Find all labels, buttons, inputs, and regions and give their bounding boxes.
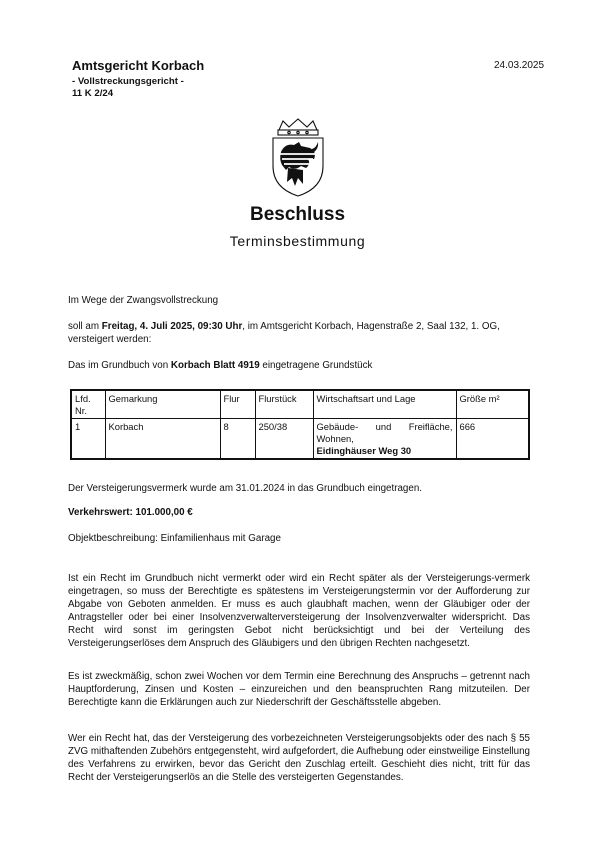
legal-paragraph-2: Es ist zweckmäßig, schon zwei Wochen vor dem Termin eine Berechnung des Anspruchs – getrennt nach Hauptforderung, Zinsen und Kosten – einzureichen und den beanspruchten Rang mitzuteilen. Der Berechtigte kann die Erklärungen auch zur Niederschrift der Geschäftsstelle abgeben. [68,671,530,708]
table-header-row [71,390,529,419]
verkehrswert-text: Verkehrswert: 101.000,00 € [68,507,193,518]
table-cell-flur: 8 [220,419,255,460]
wirtschaftsart-text: Gebäude- und Freifläche, Wohnen, [316,421,453,444]
table-header-cell: Lfd. Nr. [71,390,105,419]
table-cell-lfd-nr: 1 [71,419,105,460]
table-cell-groesse: 666 [456,419,529,460]
table-header-cell: Gemarkung [105,390,220,419]
table-header-cell: Größe m² [456,390,529,419]
document-date: 24.03.2025 [494,60,545,71]
grundbuch-prefix: Das im Grundbuch von [68,360,171,371]
court-department: - Vollstreckungsgericht - [72,76,184,87]
table-cell-flurstueck: 250/38 [255,419,313,460]
table-header-cell: Wirtschaftsart und Lage [313,390,456,419]
document-title: Beschluss [249,204,346,225]
schedule-suffix: , im Amtsgericht Korbach, Hagenstraße 2, Saal 132, 1. OG, versteigert werden: [68,321,500,345]
hessen-coat-of-arms-icon [267,118,329,198]
vermerk-text: Der Versteigerungsvermerk wurde am 31.01.2024 in das Grundbuch eingetragen. [68,483,422,494]
schedule-datetime: Freitag, 4. Juli 2025, 09:30 Uhr [101,321,243,332]
objekt-text: Objektbeschreibung: Einfamilienhaus mit Garage [68,533,281,544]
grundbuch-suffix: eingetragene Grundstück [259,360,373,371]
table-cell-gemarkung: Korbach [105,419,220,460]
case-number: 11 K 2/24 [72,88,114,99]
legal-paragraph-3: Wer ein Recht hat, das der Versteigerung des vorbezeichneten Versteigerungsobjekts oder des nach § 55 ZVG mithaftenden Zubehörs entgegensteht, wird aufgefordert, die Aufhebung oder einstweilige Einstellung des Verfahrens zu erwirken, bevor das Gericht den Zuschlag erteilt. Geschieht dies nicht, tritt für das Recht der Versteigerungserlös an die Stelle des versteigerten Gegenstandes. [68,733,530,783]
court-name: Amtsgericht Korbach [72,58,205,73]
legal-paragraph-1: Ist ein Recht im Grundbuch nicht vermerkt oder wird ein Recht später als der Versteigerungs-vermerk eingetragen, so muss der Berechtigte es spätestens im Versteigerungstermin vor der Aufforderung zur Abgabe von Geboten anmelden. Er muss es auch glaubhaft machen, wenn der Gläubiger oder der Antragsteller oder bei einer Insolvenzverwalterversteigerung der Insolvenzverwalter widerspricht. Das Recht wird sonst im geringsten Gebot nicht berücksichtigt und bei der Verteilung des Versteigerungserlöses dem Anspruch des Gläubigers und den übrigen Rechten nachgesetzt. [68,573,530,649]
table-cell-wirtschaftsart [313,419,456,460]
intro-text: Im Wege der Zwangsvollstreckung [68,295,219,306]
table-header-cell: Flur [220,390,255,419]
property-table [70,389,530,460]
grundbuch-text [68,359,530,372]
property-address: Eidinghäuser Weg 30 [316,445,412,456]
schedule-prefix: soll am [68,321,102,332]
table-header-cell: Flurstück [255,390,313,419]
table-row [71,419,529,460]
grundbuch-sheet: Korbach Blatt 4919 [170,360,260,371]
schedule-text [68,320,533,346]
document-subtitle: Terminsbestimmung [229,233,366,249]
